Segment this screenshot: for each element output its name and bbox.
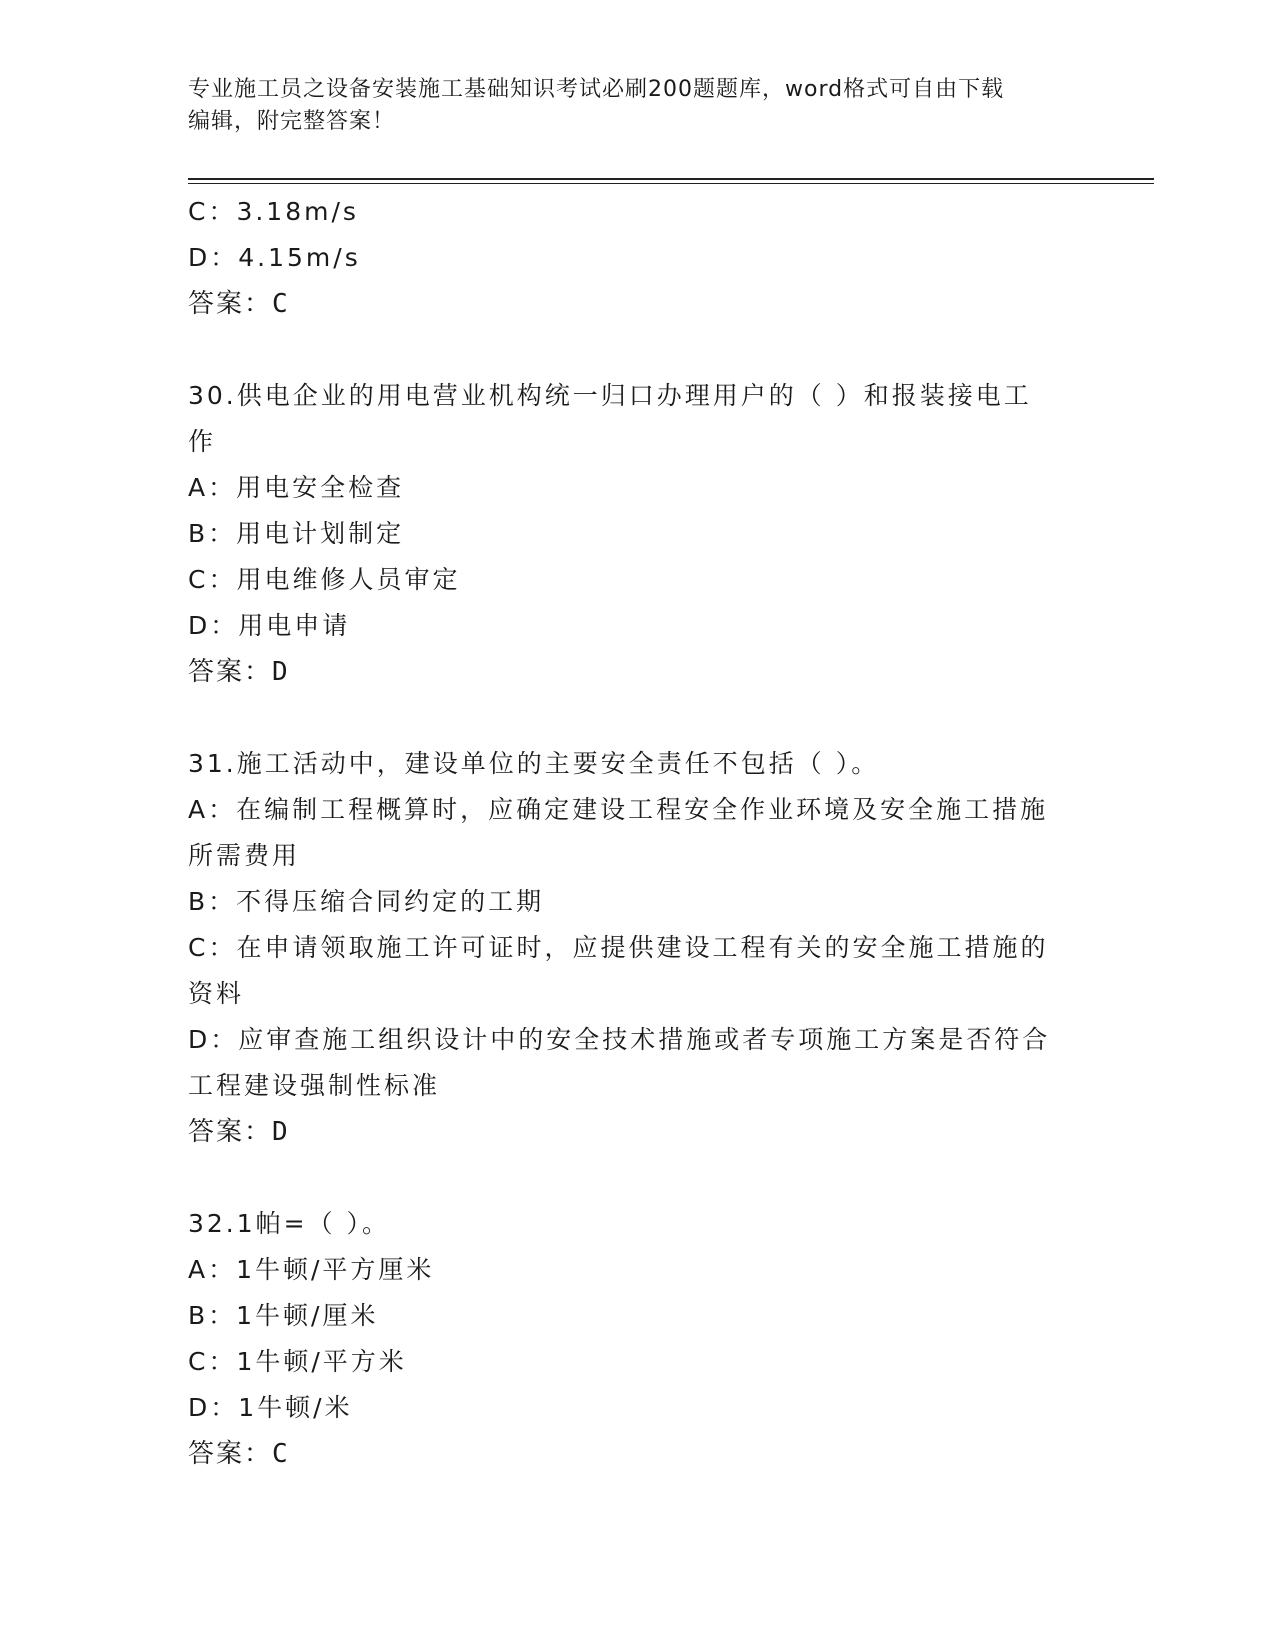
option-d: D：4.15m/s [188, 243, 361, 272]
option-a: A：在编制工程概算时，应确定建设工程安全作业环境及安全施工措施 [188, 795, 1049, 824]
question-spacer [188, 327, 1088, 373]
question-spacer [188, 1155, 1088, 1201]
option-b: B：1牛顿/厘米 [188, 1301, 379, 1330]
option-c: C：3.18m/s [188, 197, 359, 226]
header-title-line-2: 编辑，附完整答案！ [188, 109, 396, 134]
question-list [188, 189, 1088, 1477]
header-divider-thin [188, 183, 1154, 184]
question-32 [188, 1201, 1088, 1477]
option-c: C：1牛顿/平方米 [188, 1347, 407, 1376]
option-d: D：用电申请 [188, 611, 351, 640]
option-c: C：用电维修人员审定 [188, 565, 461, 594]
page-header [188, 74, 1088, 138]
option-c: C：在申请领取施工许可证时，应提供建设工程有关的安全施工措施的 [188, 933, 1049, 962]
question-31 [188, 741, 1088, 1155]
option-d: D：1牛顿/米 [188, 1393, 353, 1422]
option-d: D：应审查施工组织设计中的安全技术措施或者专项施工方案是否符合 [188, 1025, 1051, 1054]
question-stem: 30.供电企业的用电营业机构统一归口办理用户的（ ）和报装接电工 [188, 381, 1032, 410]
question-stem: 31.施工活动中，建设单位的主要安全责任不包括（ ）。 [188, 749, 880, 778]
option-b: B：不得压缩合同约定的工期 [188, 887, 545, 916]
question-spacer [188, 695, 1088, 741]
header-divider-thick [188, 178, 1154, 180]
header-title-line-1: 专业施工员之设备安装施工基础知识考试必刷200题题库，word格式可自由下载 [188, 77, 1005, 102]
answer-line: 答案：C [188, 1439, 290, 1469]
option-a: A：1牛顿/平方厘米 [188, 1255, 435, 1284]
option-a: A：用电安全检查 [188, 473, 405, 502]
option-b: B：用电计划制定 [188, 519, 405, 548]
answer-line: 答案：D [188, 1117, 290, 1147]
option-a-continued: 所需费用 [188, 841, 301, 870]
answer-line: 答案：D [188, 657, 290, 687]
question-29-tail [188, 189, 1088, 327]
answer-line: 答案：C [188, 289, 290, 319]
option-d-continued: 工程建设强制性标准 [188, 1071, 441, 1100]
question-stem: 32.1帕=（ ）。 [188, 1209, 391, 1238]
question-stem-continued: 作 [188, 427, 217, 456]
option-c-continued: 资料 [188, 979, 245, 1008]
question-30 [188, 373, 1088, 695]
